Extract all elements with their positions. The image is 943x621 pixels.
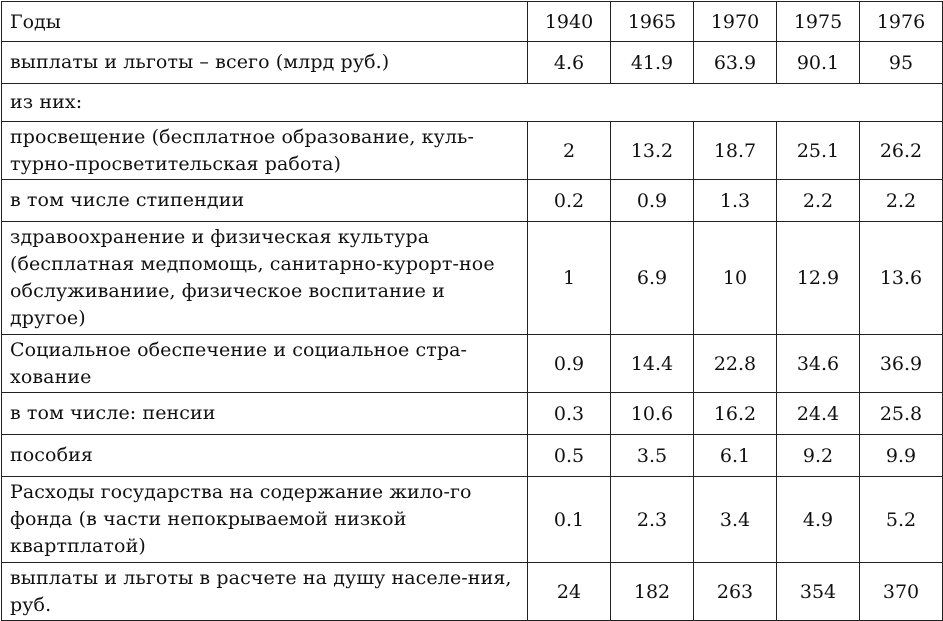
table-row — [2, 563, 943, 621]
row-value: 263 — [694, 563, 777, 621]
row-value: 10.6 — [611, 393, 694, 435]
row-label: выплаты и льготы в расчете на душу населе-ния, руб. — [2, 563, 528, 621]
row-value: 10 — [694, 222, 777, 335]
table-row — [2, 477, 943, 563]
row-value: 354 — [777, 563, 860, 621]
row-value: 13.2 — [611, 122, 694, 180]
table-row — [2, 180, 943, 222]
row-value: 0.2 — [528, 180, 611, 222]
row-value: 2 — [528, 122, 611, 180]
row-value: 6.1 — [694, 435, 777, 477]
row-label: просвещение (бесплатное образование, куль-турно-просветительская работа) — [2, 122, 528, 180]
row-value: 0.9 — [611, 180, 694, 222]
row-value: 4.9 — [777, 477, 860, 563]
row-value: 25.1 — [777, 122, 860, 180]
row-value: 24.4 — [777, 393, 860, 435]
row-value: 9.9 — [860, 435, 943, 477]
table-row — [2, 435, 943, 477]
row-value: 26.2 — [860, 122, 943, 180]
row-value: 2.3 — [611, 477, 694, 563]
row-label: из них: — [2, 84, 943, 122]
row-value: 16.2 — [694, 393, 777, 435]
row-value: 13.6 — [860, 222, 943, 335]
row-value: 0.5 — [528, 435, 611, 477]
row-value: 24 — [528, 563, 611, 621]
row-value: 12.9 — [777, 222, 860, 335]
table-row — [2, 335, 943, 393]
statistics-table — [1, 1, 943, 621]
row-value: 18.7 — [694, 122, 777, 180]
table-row — [2, 222, 943, 335]
table-row — [2, 122, 943, 180]
row-value: 9.2 — [777, 435, 860, 477]
row-value: 2.2 — [777, 180, 860, 222]
row-value: 1.3 — [694, 180, 777, 222]
row-label: выплаты и льготы – всего (млрд руб.) — [2, 42, 528, 84]
header-year-1970: 1970 — [694, 2, 777, 42]
row-value: 182 — [611, 563, 694, 621]
row-value: 0.9 — [528, 335, 611, 393]
row-label: пособия — [2, 435, 528, 477]
row-value: 3.5 — [611, 435, 694, 477]
row-value: 370 — [860, 563, 943, 621]
row-value: 25.8 — [860, 393, 943, 435]
header-row — [2, 2, 943, 42]
row-value: 0.3 — [528, 393, 611, 435]
row-value: 36.9 — [860, 335, 943, 393]
header-year-1975: 1975 — [777, 2, 860, 42]
row-value: 5.2 — [860, 477, 943, 563]
table-row — [2, 393, 943, 435]
table-row — [2, 42, 943, 84]
header-year-1965: 1965 — [611, 2, 694, 42]
row-value: 14.4 — [611, 335, 694, 393]
row-value: 34.6 — [777, 335, 860, 393]
row-value: 90.1 — [777, 42, 860, 84]
row-value: 4.6 — [528, 42, 611, 84]
row-value: 22.8 — [694, 335, 777, 393]
row-value: 3.4 — [694, 477, 777, 563]
table-row-subheading — [2, 84, 943, 122]
row-value: 1 — [528, 222, 611, 335]
row-value: 2.2 — [860, 180, 943, 222]
row-value: 95 — [860, 42, 943, 84]
row-label: Расходы государства на содержание жило-го фонда (в части непокрываемой низкой квартплатой) — [2, 477, 528, 563]
row-value: 63.9 — [694, 42, 777, 84]
header-year-1940: 1940 — [528, 2, 611, 42]
header-year-1976: 1976 — [860, 2, 943, 42]
row-label: в том числе стипендии — [2, 180, 528, 222]
row-value: 41.9 — [611, 42, 694, 84]
row-value: 6.9 — [611, 222, 694, 335]
row-value: 0.1 — [528, 477, 611, 563]
header-label: Годы — [2, 2, 528, 42]
row-label: в том числе: пенсии — [2, 393, 528, 435]
row-label: здравоохранение и физическая культура (бесплатная медпомощь, санитарно-курорт-ное обслуживаниие, физическое воспитание и другое) — [2, 222, 528, 335]
row-label: Социальное обеспечение и социальное стра-хование — [2, 335, 528, 393]
